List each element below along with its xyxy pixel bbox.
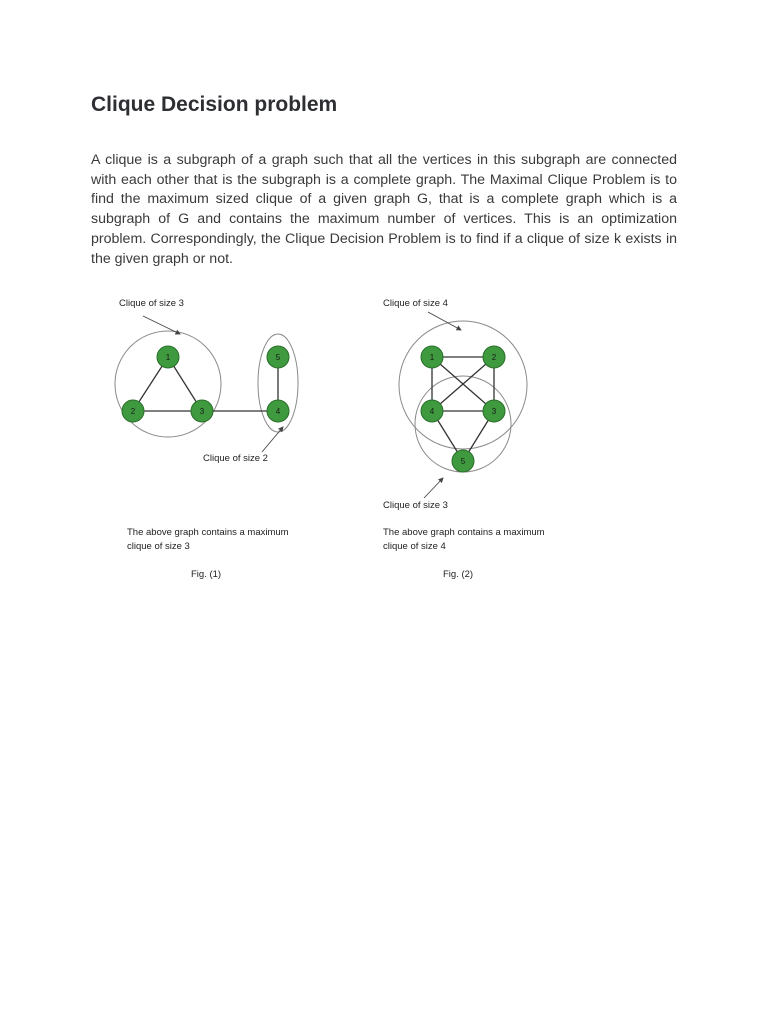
fig1-label: Fig. (1) [191, 569, 222, 580]
svg-text:5: 5 [460, 457, 466, 466]
svg-text:4: 4 [429, 407, 435, 416]
fig2-callout-bottom: Clique of size 3 [383, 500, 448, 511]
fig1-node-1 [157, 346, 179, 368]
fig1-node-2 [122, 400, 144, 422]
svg-text:1: 1 [429, 353, 435, 362]
fig2-caption-line2: clique of size 4 [383, 541, 446, 552]
fig1-callout-bottom: Clique of size 2 [203, 453, 268, 464]
page-title: Clique Decision problem [91, 93, 338, 116]
svg-text:1: 1 [165, 353, 171, 362]
svg-text:3: 3 [199, 407, 205, 416]
svg-text:4: 4 [275, 407, 281, 416]
fig1-node-4 [267, 400, 289, 422]
fig2-callout-bottom-arrow [424, 478, 443, 498]
fig1-node-5 [267, 346, 289, 368]
fig2-caption-line1: The above graph contains a maximum [383, 527, 545, 538]
fig2-node-1 [421, 346, 443, 368]
svg-text:3: 3 [491, 407, 497, 416]
svg-text:2: 2 [130, 407, 136, 416]
fig2-callout-top: Clique of size 4 [383, 298, 448, 309]
svg-text:5: 5 [275, 353, 281, 362]
svg-text:2: 2 [491, 353, 497, 362]
fig2-node-5 [452, 450, 474, 472]
intro-paragraph: A clique is a subgraph of a graph such that all the vertices in this subgraph are connected with each other that is the subgraph is a complete graph. The Maximal Clique Problem is to find the maximum sized clique of a given graph G, that is a complete graph which is a subgraph of G and contains the maximum number of vertices. This is an optimization problem. Correspondingly, the Clique Decision Problem is to find if a clique of size k exists in the given graph or not. [91, 152, 677, 267]
fig1-caption-line1: The above graph contains a maximum [127, 527, 289, 538]
figure-1 [115, 298, 298, 580]
fig2-node-3 [483, 400, 505, 422]
fig1-caption-line2: clique of size 3 [127, 541, 190, 552]
fig1-callout-top: Clique of size 3 [119, 298, 184, 309]
fig2-node-2 [483, 346, 505, 368]
fig2-node-4 [421, 400, 443, 422]
fig2-label: Fig. (2) [443, 569, 474, 580]
fig1-node-3 [191, 400, 213, 422]
figure-2 [383, 298, 545, 580]
fig2-clique4-outline [399, 321, 527, 449]
